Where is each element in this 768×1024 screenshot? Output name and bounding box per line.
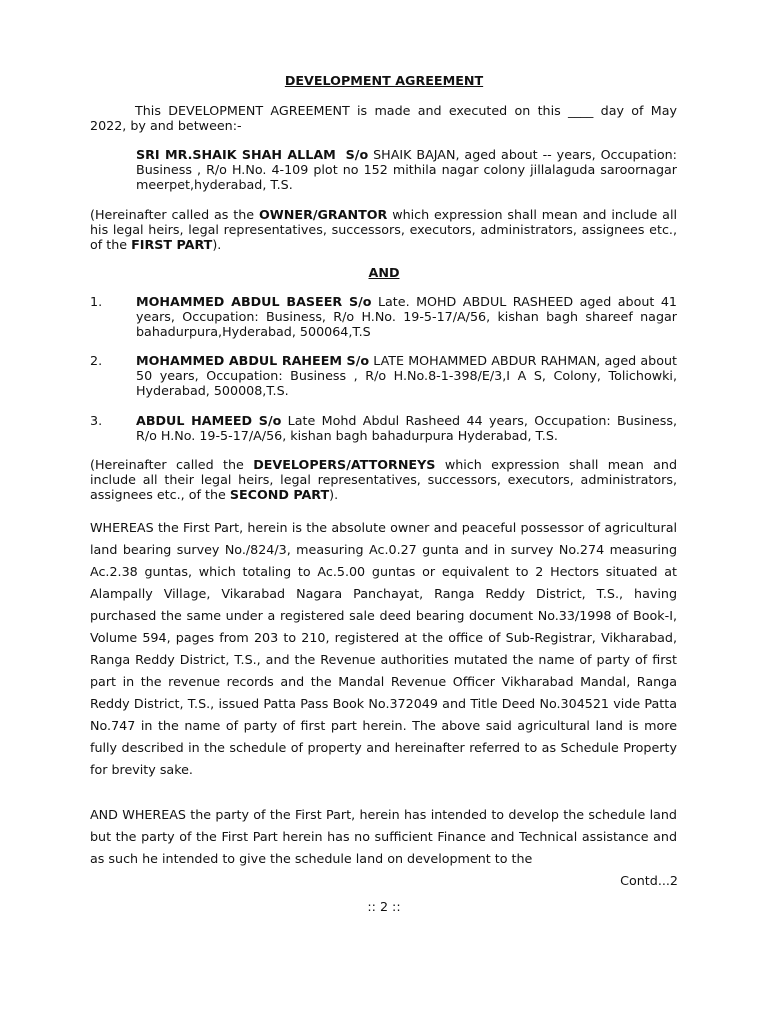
intro-paragraph <box>90 103 677 133</box>
owner-note-paragraph <box>90 207 677 252</box>
developer-note-pre: (Hereinafter called the <box>90 457 244 472</box>
developer-name: MOHAMMED ABDUL RAHEEM S/o <box>136 353 370 368</box>
developer-name: MOHAMMED ABDUL BASEER S/o <box>136 294 372 309</box>
owner-name: SRI MR.SHAIK SHAH ALLAM <box>136 147 336 162</box>
owner-relation: S/o <box>345 147 369 162</box>
developer-number: 3. <box>90 413 103 428</box>
developer-item <box>90 353 677 398</box>
developer-item <box>90 413 677 443</box>
owner-note-pre: (Hereinafter called as the <box>90 207 255 222</box>
owner-note-mid: which expression shall mean and include all his legal heirs, legal representatives, successors, executors, administrators, assignees etc., of the <box>90 207 677 252</box>
intro-text: This DEVELOPMENT AGREEMENT is made and executed on this ____ day of May 2022, by and between:- <box>90 103 677 133</box>
developer-number: 1. <box>90 294 103 309</box>
developer-note-term: DEVELOPERS/ATTORNEYS <box>253 457 436 472</box>
whereas-paragraph-2: AND WHEREAS the party of the First Part, herein has intended to develop the schedule land but the party of the First Part herein has no sufficient Finance and Technical assistance and as such he intended to give the schedule land on development to the <box>90 807 677 866</box>
developer-note-post: ). <box>329 487 339 502</box>
developer-details: LATE MOHAMMED ABDUR RAHMAN, aged about 50 years, Occupation: Business , R/o H.No.8-1-398/E/3,I A S, Colony, Tolichowki, Hyderabad, 500008,T.S. <box>136 353 677 398</box>
developer-details: Late. MOHD ABDUL RASHEED aged about 41 years, Occupation: Business, R/o H.No. 19-5-17/A/56, kishan bagh shareef nagar bahadurpura,Hyderabad, 500064,T.S <box>136 294 677 339</box>
owner-details <box>136 147 677 192</box>
owner-note-part: FIRST PART <box>131 237 213 252</box>
developer-item <box>90 294 677 339</box>
developer-note-mid: which expression shall mean and include all their legal heirs, legal representatives, successors, executors, administrators, assignees etc., of the <box>90 457 677 502</box>
whereas-paragraph-1: WHEREAS the First Part, herein is the absolute owner and peaceful possessor of agricultural land bearing survey No./824/3, measuring Ac.0.27 gunta and in survey No.274 measuring Ac.2.38 guntas, which totaling to Ac.5.00 guntas or equivalent to 2 Hectors situated at Alampally Village, Vikarabad Nagara Panchayat, Ranga Reddy District, T.S., having purchased the same under a registered sale deed bearing document No.33/1998 of Book-I, Volume 594, pages from 203 to 210, registered at the office of Sub-Registrar, Vikharabad, Ranga Reddy District, T.S., and the Revenue authorities mutated the name of party of first part in the revenue records and the Mandal Revenue Officer Vikharabad Mandal, Ranga Reddy District, T.S., issued Patta Pass Book No.372049 and Title Deed No.304521 vide Patta No.747 in the name of party of first part herein. The above said agricultural land is more fully described in the schedule of property and hereinafter referred to as Schedule Property for brevity sake. <box>90 520 677 777</box>
developer-note-paragraph <box>90 457 677 502</box>
developer-name: ABDUL HAMEED S/o <box>136 413 282 428</box>
and-heading: AND <box>368 265 400 280</box>
page-number: :: 2 :: <box>367 899 401 914</box>
document-title: DEVELOPMENT AGREEMENT <box>284 73 484 88</box>
owner-info: SHAIK BAJAN, aged about -- years, Occupation: Business , R/o H.No. 4-109 plot no 152 mithila nagar colony jillalaguda saroornagar meerpet,hyderabad, T.S. <box>136 147 677 192</box>
developer-number: 2. <box>90 353 103 368</box>
continued-label: Contd...2 <box>620 873 678 888</box>
developer-note-part: SECOND PART <box>229 487 330 502</box>
owner-note-post: ). <box>212 237 222 252</box>
developer-details: Late Mohd Abdul Rasheed 44 years, Occupation: Business, R/o H.No. 19-5-17/A/56, kishan bagh bahadurpura Hyderabad, T.S. <box>136 413 677 443</box>
owner-note-term: OWNER/GRANTOR <box>259 207 388 222</box>
